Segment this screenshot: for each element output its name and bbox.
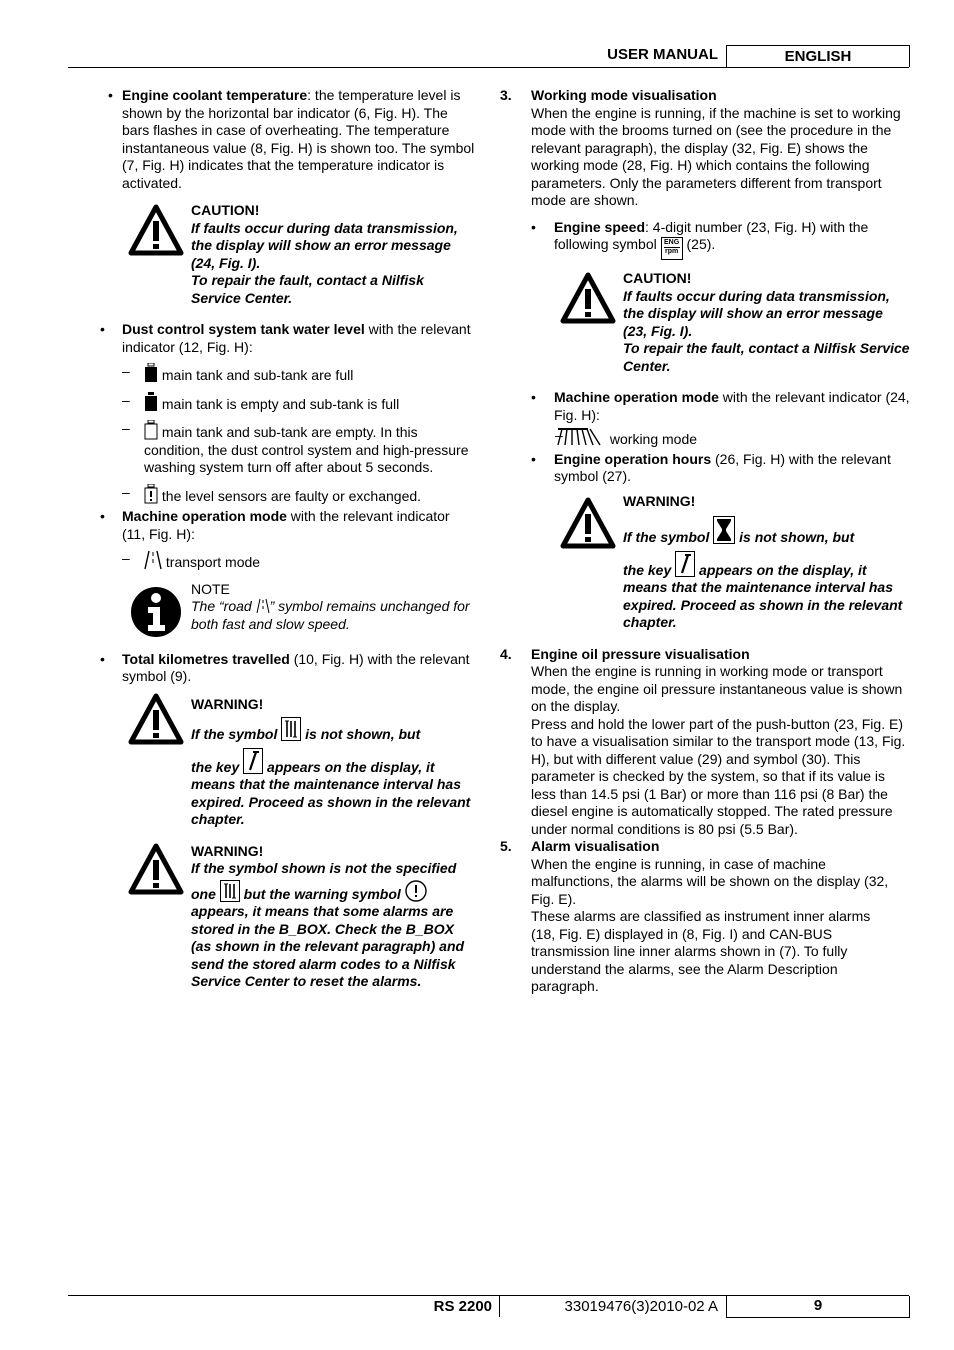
section-text-2: These alarms are classified as instrument inner alarms (18, Fig. E) displayed in (8, Fig. I) and CAN-BUS transmission line inner alarms shown in (7). To fully understand the alarms, see the Alarm Description paragraph.: [531, 908, 871, 994]
section-alarm: [500, 838, 910, 996]
tank-half-icon: [144, 392, 158, 412]
footer-separator: [499, 1296, 500, 1317]
section-oil-pressure: [500, 646, 910, 839]
caution-triangle-icon: [560, 272, 616, 324]
left-column: [98, 87, 476, 1005]
caution-box-1: [98, 202, 476, 307]
caution-text: If faults occur during data transmission, the display will show an error message (24, Fig. I).: [191, 219, 458, 271]
warning-box-3: [500, 493, 910, 632]
dust-text: with the relevant indicator (12, Fig. H):: [122, 321, 471, 355]
opmode-bullet: • Machine operation mode with the relevant indicator (24, Fig. H):: [531, 389, 910, 423]
section-title: Engine oil pressure visualisation: [531, 645, 750, 662]
km-title: Total kilometres travelled: [122, 650, 290, 667]
warning-label: WARNING!: [623, 492, 696, 509]
section-number: 4.: [500, 645, 512, 662]
dust-item-sensor-fault: – the level sensors are faulty or exchanged.: [122, 483, 422, 504]
section-number: 5.: [500, 838, 512, 854]
note-text: The “road ” symbol remains unchanged for both fast and slow speed.: [191, 598, 470, 632]
section-text: When the engine is running, if the machine is set to working mode with the brooms turned on (see the procedure in the relevant paragraph), the display (32, Fig. E) shows the working mode (28, Fig. H) which contains the following parameters. Only the parameters different from transport mode are shown.: [531, 104, 901, 208]
footer-page-number: 9: [726, 1296, 910, 1318]
section-text-2: Press and hold the lower part of the push-button (23, Fig. E) to have a visualisation similar to the transport mode (13, Fig. H), but with different value (29) and symbol (30). This parameter is checked by the system, so that if its value is less than 14.5 psi (1 Bar) or more than 116 psi (8 Bar) the diesel engine is automatically stopped. The rated pressure under normal conditions is 80 psi (5.5 Bar).: [531, 715, 906, 837]
footer-doc-code: 33019476(3)2010-02 A: [564, 1298, 718, 1315]
warning-triangle-icon: [128, 843, 184, 895]
caution-triangle-icon: [128, 204, 184, 256]
section-title: Working mode visualisation: [531, 87, 717, 103]
warning-box-1: [98, 696, 476, 829]
hourglass-icon: [713, 516, 735, 544]
warning-box-2: [98, 843, 476, 991]
footer-model: RS 2200: [433, 1298, 492, 1315]
wrench-key-icon: [675, 551, 695, 577]
road-icon-small: [256, 598, 270, 614]
coolant-bullet: • Engine coolant temperature: the temperature level is shown by the horizontal bar indicator (6, Fig. H). The bars flashes in case of overheating. The temperature instantaneous value (8, Fig. H) is shown too. The symbol (7, Fig. H) indicates that the temperature indicator is activated.: [108, 87, 475, 191]
right-column: [500, 87, 910, 996]
warning-text-a: If the symbol shown is not the specified: [191, 860, 457, 876]
warning-text: If the symbol is not shown, but: [191, 717, 476, 744]
info-icon: [129, 585, 183, 639]
mode-item-transport: – transport mode: [122, 550, 261, 570]
tank-full-icon: [144, 363, 158, 383]
warning-text-key: the key appears on the display, it means that the maintenance interval has expired. Proceed as shown in the relevant chapter.: [191, 748, 476, 829]
tank-fault-icon: [144, 484, 158, 504]
dust-item-all-empty: – main tank and sub-tank are empty. In this condition, the dust control system and high-pressure washing system turn off after about 5 seconds.: [122, 420, 469, 475]
section-title: Alarm visualisation: [531, 838, 660, 854]
warning-triangle-icon: [128, 693, 184, 745]
mode-title: Machine operation mode: [122, 508, 287, 524]
warning-label: WARNING!: [191, 842, 264, 859]
caution-text-repair: To repair the fault, contact a Nilfisk Service Center.: [191, 272, 424, 306]
header-language: ENGLISH: [726, 45, 910, 67]
road-icon: [144, 550, 162, 570]
warning-text-d: appears, it means that some alarms are stored in the B_BOX. Check the B_BOX (as shown in the relevant paragraph) and send the stored alarm codes to a Nilfisk Service Center to reset the alarms.: [191, 903, 465, 989]
caution-label: CAUTION!: [623, 270, 692, 286]
mode-bullet: • Machine operation mode with the relevant indicator (11, Fig. H): – transport mode: [98, 508, 476, 572]
warning-text: If the symbol is not shown, but: [623, 516, 910, 547]
dust-item-main-empty: – main tank is empty and sub-tank is full: [122, 391, 400, 412]
warning-text-b: one but the warning symbol: [191, 880, 476, 904]
alarm-exclamation-icon: [405, 880, 427, 902]
odometer-icon: [220, 880, 240, 902]
section-working-mode: [500, 87, 910, 260]
tank-empty-icon: [144, 420, 158, 440]
dust-title: Dust control system tank water level: [122, 321, 365, 337]
opmode-item-working: – working mode: [555, 427, 698, 447]
note-label: NOTE: [191, 580, 230, 597]
wrench-key-icon: [243, 748, 263, 774]
eng-rpm-icon: ENG rpm: [661, 237, 683, 260]
caution-text-repair: To repair the fault, contact a Nilfisk Service Center.: [623, 340, 910, 374]
km-bullet: • Total kilometres travelled (10, Fig. H) with the relevant symbol (9).: [100, 650, 470, 684]
caution-label: CAUTION!: [191, 202, 260, 218]
dust-bullet: • Dust control system tank water level with the relevant indicator (12, Fig. H): – main tank and sub-tank are full – main tank is empty and sub-tank is full – main tank and sub-tank are empty. In this condition, the dust control system and high-pressure washing system turn off after about 5 seconds. – the level sensors are faulty or exchanged.: [98, 321, 476, 505]
mode-text: with the relevant indicator (11, Fig. H):: [122, 508, 450, 542]
km-text: (10, Fig. H) with the relevant symbol (9).: [122, 650, 470, 684]
coolant-text: : the temperature level is shown by the horizontal bar indicator (6, Fig. H). The bars flashes in case of overheating. The temperature instantaneous value (8, Fig. H) is shown too. The symbol (7, Fig. H) indicates that the temperature indicator is activated.: [122, 87, 475, 191]
caution-box-2: [500, 270, 910, 375]
warning-label: WARNING!: [191, 695, 264, 712]
odometer-icon: [281, 717, 301, 741]
note-box: [98, 581, 476, 637]
header-rule: [68, 67, 909, 68]
section-text: When the engine is running, in case of machine malfunctions, the alarms will be shown on the display (32, Fig. E).: [531, 855, 889, 907]
section-text: When the engine is running in working mode or transport mode, the engine oil pressure instantaneous value is shown on the display.: [531, 663, 903, 714]
dust-item-full: – main tank and sub-tank are full: [122, 363, 354, 383]
header-title: USER MANUAL: [607, 46, 718, 63]
warning-text-key: the key appears on the display, it means that the maintenance interval has expired. Proceed as shown in the relevant chapter.: [623, 551, 910, 632]
engine-speed-bullet: • Engine speed: 4-digit number (23, Fig. H) with the following symbol ENG rpm (25).: [531, 219, 910, 261]
opmode-block: [500, 389, 910, 486]
caution-text: If faults occur during data transmission, the display will show an error message (23, Fig. I).: [623, 287, 890, 339]
hours-bullet: • Engine operation hours (26, Fig. H) with the relevant symbol (27).: [531, 450, 891, 484]
warning-triangle-icon: [560, 497, 616, 549]
coolant-title: Engine coolant temperature: [122, 87, 308, 103]
section-number: 3.: [500, 87, 512, 103]
